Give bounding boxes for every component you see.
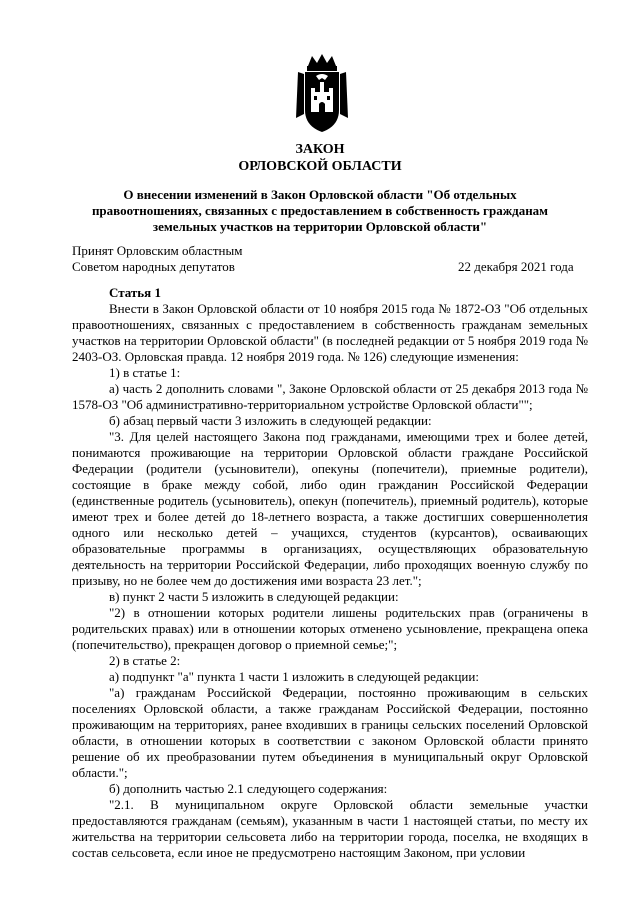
paragraph: б) абзац первый части 3 изложить в следующей редакции: (109, 413, 432, 428)
paragraph: а) подпункт "а" пункта 1 части 1 изложить в следующей редакции: (109, 669, 479, 684)
adopted-by-line2: Советом народных депутатов (72, 259, 235, 274)
paragraph: б) дополнить частью 2.1 следующего содержания: (109, 781, 388, 796)
adoption-date: 22 декабря 2021 года (458, 259, 574, 274)
adopted-by-line1: Принят Орловским областным (72, 243, 243, 258)
article-heading: Статья 1 (109, 285, 161, 300)
paragraph: а) часть 2 дополнить словами ", Законе Орловской области от 25 декабря 2013 года № 1578-ОЗ "Об административно-территориальном устройстве Орловской области""; (72, 381, 588, 412)
paragraph: "2.1. В муниципальном округе Орловской области земельные участки предоставляются гражданам (семьям), указанным в части 1 настоящей статьи, по месту их жительства на территории сельсовета либо на территории города, поселка, не входящих в состав сельсовета, если иное не предусмотрено настоящим Законом, при условии (72, 797, 588, 860)
paragraph: Внести в Закон Орловской области от 10 ноября 2015 года № 1872-ОЗ "Об отдельных правоотношениях, связанных с предоставлением в собственность гражданам земельных участков на территории Орловской области" (в последней редакции от 5 ноября 2019 года № 2403-ОЗ. Орловская правда. 12 ноября 2019 года. № 126) следующие изменения: (72, 301, 588, 364)
paragraph: 2) в статье 2: (109, 653, 181, 668)
paragraph: "3. Для целей настоящего Закона под гражданами, имеющими трех и более детей, понимаются проживающие на территории Орловской области граждане Российской Федерации (родители (усыновители), опекуны (попечители), приемные родители), состоящие в браке между собой, либо один гражданин Российской Федерации (единственные родитель (усыновитель), опекун (попечитель), приемный родитель), которые имеют трех и более детей до 18-летнего возраста, а также достигших совершеннолетия одного или несколько детей – учащихся, студентов (курсантов), осваивающих образовательные программы в организациях, осуществляющих образовательную деятельность на территории Российской Федерации, либо проходящих военную службу по призыву, но не более чем до достижения ими возраста 23 лет."; (72, 429, 588, 588)
region-title: ОРЛОВСКОЙ ОБЛАСТИ (238, 159, 402, 174)
orel-oblast-coat-of-arms (294, 52, 350, 138)
paragraph: 1) в статье 1: (109, 365, 181, 380)
law-subtitle: О внесении изменений в Закон Орловской области "Об отдельных правоотношениях, связанных с предоставлением в собственность гражданам земельных участков на территории Орловской области" (91, 187, 549, 234)
paragraph: "а) гражданам Российской Федерации, постоянно проживающим в сельских поселениях Орловской области, а также гражданам Российской Федерации, постоянно проживающим на территориях, ранее входивших в границы сельских поселений Орловской области, в отношении которых в соответствии с законом Орловской области принято решение об их преобразовании путем объединения в муниципальный округ Орловской области."; (72, 685, 588, 780)
paragraph: в) пункт 2 части 5 изложить в следующей редакции: (109, 589, 399, 604)
law-body (72, 285, 588, 861)
law-title: ЗАКОН (295, 142, 345, 157)
paragraph: "2) в отношении которых родители лишены родительских прав (ограничены в родительских правах) или в отношении которых отменено усыновление, прекращена опека (попечительство), прекращен договор о приемной семье;"; (72, 605, 588, 652)
